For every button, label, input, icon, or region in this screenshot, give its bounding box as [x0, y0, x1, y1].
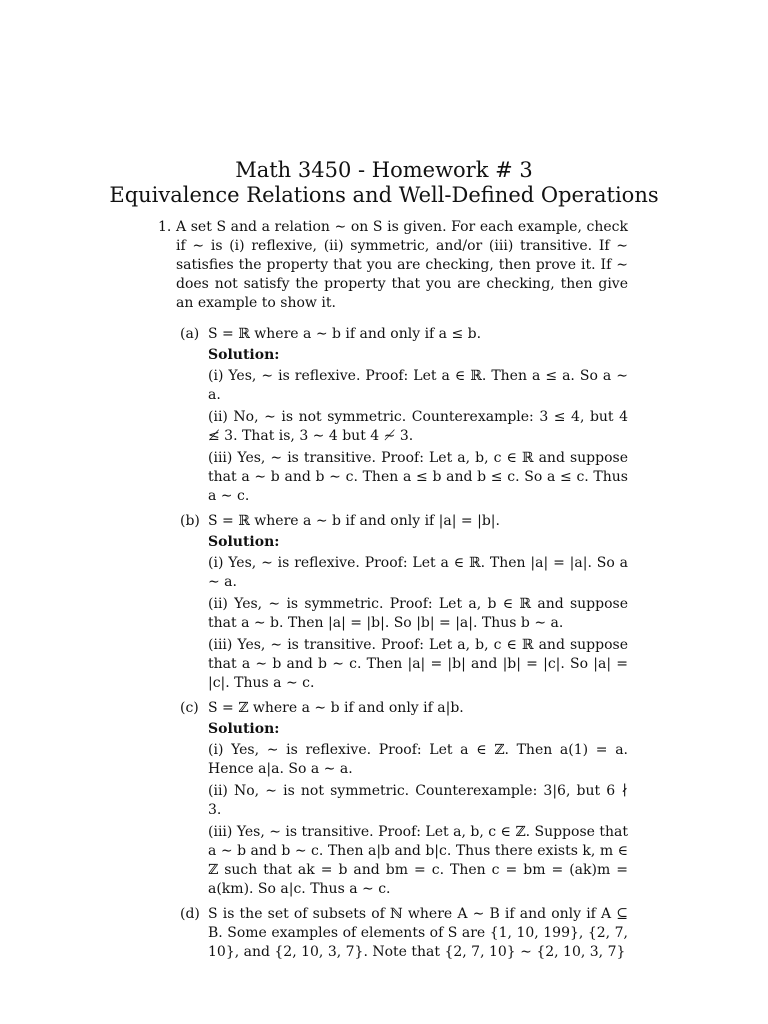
part-a [180, 325, 628, 506]
part-c [180, 699, 628, 899]
solution-symmetric: (ii) No, ∼ is not symmetric. Counterexample: 3 ≤ 4, but 4 ≰ 3. That is, 3 ∼ 4 but 4 ≁ 3. [208, 409, 628, 444]
title-topic: Equivalence Relations and Well-Defined Operations [109, 183, 659, 207]
problem-statement: A set S and a relation ∼ on S is given. For each example, check if ∼ is (i) reflexive, (ii) symmetric, and/or (iii) transitive. If ∼ satisfies the property that you are checking, then prove it. If ∼ does not satisfy the property that you are checking, then give an example to show it. [176, 219, 628, 311]
part-b [180, 512, 628, 693]
part-label: (d) [180, 906, 200, 922]
solution-reflexive: (i) Yes, ∼ is reflexive. Proof: Let a ∈ ℤ. Then a(1) = a. Hence a|a. So a ∼ a. [208, 742, 628, 777]
part-statement: S = ℝ where a ∼ b if and only if a ≤ b. [208, 326, 482, 342]
solution-label: Solution: [208, 534, 280, 550]
problem-1 [158, 218, 628, 968]
solution-transitive: (iii) Yes, ∼ is transitive. Proof: Let a, b, c ∈ ℤ. Suppose that a ∼ b and b ∼ c. Then a|b and b|c. Thus there exists k, m ∈ ℤ such that ak = b and bm = c. Then c = bm = (ak)m = a(km). So a|c. Thus a ∼ c. [208, 824, 628, 897]
solution-transitive: (iii) Yes, ∼ is transitive. Proof: Let a, b, c ∈ ℝ and suppose that a ∼ b and b ∼ c. Then a ≤ b and b ≤ c. So a ≤ c. Thus a ∼ c. [208, 450, 628, 504]
part-statement: S is the set of subsets of ℕ where A ∼ B if and only if A ⊆ B. Some examples of elements of S are {1, 10, 199}, {2, 7, 10}, and {2, 10, 3, 7}. Note that {2, 7, 10} ∼ {2, 10, 3, 7} [208, 906, 628, 960]
problem-number: 1. [158, 219, 172, 235]
part-d [180, 905, 628, 962]
part-label: (c) [180, 700, 199, 716]
solution-label: Solution: [208, 721, 280, 737]
part-statement: S = ℤ where a ∼ b if and only if a|b. [208, 700, 464, 716]
solution-reflexive: (i) Yes, ∼ is reflexive. Proof: Let a ∈ ℝ. Then a ≤ a. So a ∼ a. [208, 368, 628, 403]
solution-label: Solution: [208, 347, 280, 363]
part-label: (b) [180, 513, 200, 529]
solution-reflexive: (i) Yes, ∼ is reflexive. Proof: Let a ∈ ℝ. Then |a| = |a|. So a ∼ a. [208, 555, 628, 590]
solution-transitive: (iii) Yes, ∼ is transitive. Proof: Let a, b, c ∈ ℝ and suppose that a ∼ b and b ∼ c. Then |a| = |b| and |b| = |c|. So |a| = |c|. Thus a ∼ c. [208, 637, 628, 691]
part-label: (a) [180, 326, 200, 342]
document-title [0, 158, 768, 208]
title-course: Math 3450 - Homework # 3 [235, 158, 533, 182]
solution-symmetric: (ii) No, ∼ is not symmetric. Counterexample: 3|6, but 6 ∤ 3. [208, 783, 628, 818]
part-statement: S = ℝ where a ∼ b if and only if |a| = |b|. [208, 513, 500, 529]
solution-symmetric: (ii) Yes, ∼ is symmetric. Proof: Let a, b ∈ ℝ and suppose that a ∼ b. Then |a| = |b|. So |b| = |a|. Thus b ∼ a. [208, 596, 628, 631]
problem-parts [180, 325, 628, 962]
